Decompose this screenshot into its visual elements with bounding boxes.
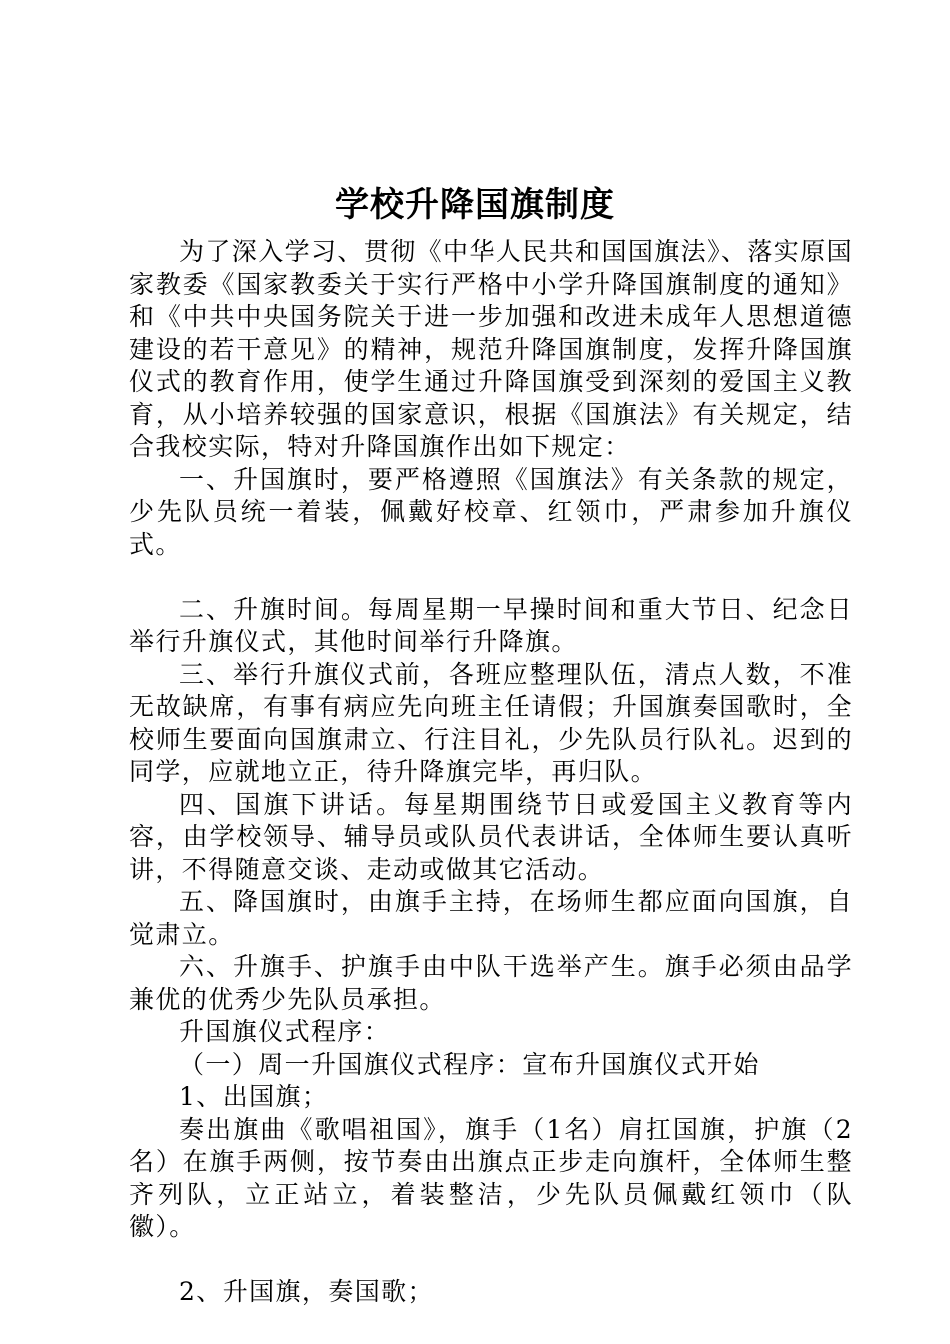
rule-3-paragraph: 三、举行升旗仪式前，各班应整理队伍，清点人数，不准无故缺席，有事有病应先向班主任请假；升国旗奏国歌时，全校师生要面向国旗肃立、行注目礼，少先队员行队礼。迟到的同学，应就地立正，待升降旗完毕，再归队。 bbox=[129, 659, 853, 786]
step-2-heading: 2、升国旗，奏国歌； bbox=[179, 1277, 434, 1306]
monday-ceremony-heading: （一）周一升国旗仪式程序：宣布升国旗仪式开始 bbox=[179, 1049, 760, 1079]
step-1-paragraph: 奏出旗曲《歌唱祖国》，旗手（1名）肩扛国旗，护旗（2名）在旗手两侧，按节奏由出旗点正步走向旗杆，全体师生整齐列队，立正站立，着装整洁，少先队员佩戴红领巾（队徽）。 bbox=[129, 1114, 853, 1241]
document-body bbox=[129, 236, 853, 1309]
rule-4-paragraph: 四、国旗下讲话。每星期围绕节日或爱国主义教育等内容，由学校领导、辅导员或队员代表讲话，全体师生要认真听讲，不得随意交谈、走动或做其它活动。 bbox=[129, 789, 853, 884]
blank-line bbox=[129, 1244, 853, 1277]
intro-paragraph: 为了深入学习、贯彻《中华人民共和国国旗法》、落实原国家教委《国家教委关于实行严格中小学升降国旗制度的通知》和《中共中央国务院关于进一步加强和改进未成年人思想道德建设的若干意见》的精神，规范升降国旗制度，发挥升降国旗仪式的教育作用，使学生通过升降国旗受到深刻的爱国主义教育，从小培养较强的国家意识，根据《国旗法》有关规定，结合我校实际，特对升降国旗作出如下规定： bbox=[129, 237, 853, 461]
blank-line bbox=[129, 561, 853, 594]
rule-5-paragraph: 五、降国旗时，由旗手主持，在场师生都应面向国旗，自觉肃立。 bbox=[129, 887, 853, 949]
rule-2-paragraph: 二、升旗时间。每周星期一早操时间和重大节日、纪念日举行升旗仪式，其他时间举行升降旗。 bbox=[129, 594, 853, 656]
rule-6-paragraph: 六、升旗手、护旗手由中队干选举产生。旗手必须由品学兼优的优秀少先队员承担。 bbox=[129, 952, 853, 1014]
ceremony-heading: 升国旗仪式程序： bbox=[179, 1017, 391, 1046]
step-1-heading: 1、出国旗； bbox=[179, 1082, 329, 1111]
document-title: 学校升降国旗制度 bbox=[335, 185, 615, 225]
rule-1-paragraph: 一、升国旗时，要严格遵照《国旗法》有关条款的规定，少先队员统一着装，佩戴好校章、红领巾，严肃参加升旗仪式。 bbox=[129, 464, 853, 559]
